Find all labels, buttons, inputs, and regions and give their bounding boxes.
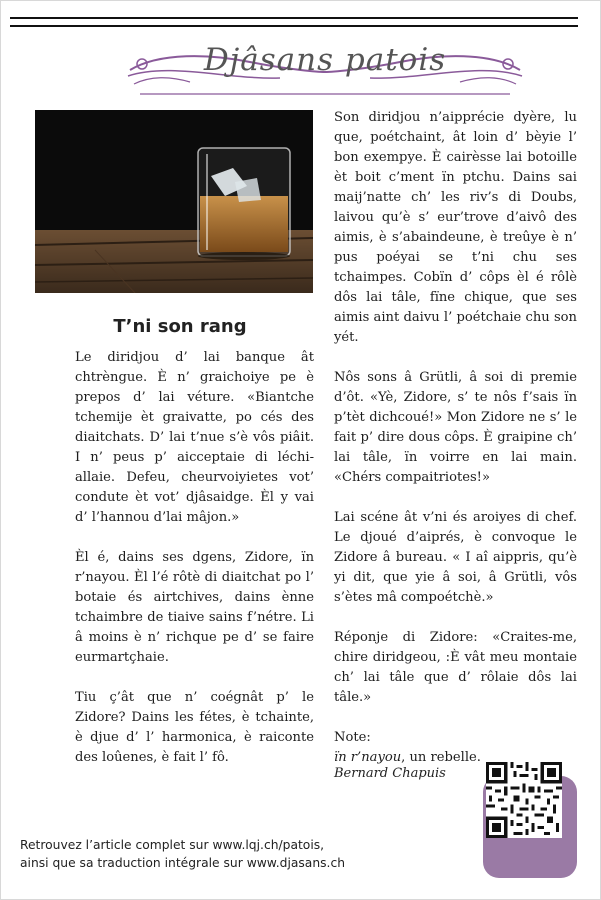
paragraph: Nôs sons â Grütli, â soi di premie d’ôt. «Yè, Zidore, s’ te nôs f’sais ïn p’tèt dichcoué!» Mon Zidore ne s’ le fait p’ dire dous côps. È graipine ch’ lai tâle, ïn voirre en lai main. «Chérs compaitriotes!» <box>334 370 577 485</box>
qr-code-block <box>483 762 577 878</box>
note-definition: , un rebelle. <box>401 750 481 765</box>
paragraph: Tiu ç’ât que n’ coégnât p’ le Zidore? Dains les fétes, è tchainte, è djue d’ l’ harmonica, è raiconte des loûenes, è fait l’ fô. <box>75 690 314 765</box>
footer-line-2: ainsi que sa traduction intégrale sur www.djasans.ch <box>20 856 346 870</box>
paragraph: Èl é, dains ses dgens, Zidore, ïn r’nayou. Èl l’é rôtè di diaitchat po l’ botaie és airtchives, dains ènne tchaimbre de tiaive sains f’nétre. Li â moins è n’ richque pe d’ se faire eurmartçhaie. <box>75 550 314 665</box>
paragraph: Son diridjou n’aipprécie dyère, lu que, poétchaint, ât loin d’ bèyie l’ bon exempye. È cairèsse lai botoille èt boit c’ment ïn ptchu. Dains sai maij’natte ch’ les riv’s di Doubs, laivou qu’è s’ eur’trove d’aivô des aimis, è s’abaindeune, è treûye è n’ pus poéyai se t’ni chu ses tchaimpes. Cobïn d’ côps èl é rôlè dôs lai tâle, fïne chique, que ses aimis aint daivu l’ poétchaie chu son yét. <box>334 110 577 345</box>
top-rule-second <box>10 25 578 27</box>
author-signature: Bernard Chapuis <box>334 766 446 781</box>
masthead <box>120 32 530 102</box>
note-label: Note: <box>334 730 371 745</box>
top-rule <box>10 17 578 19</box>
article-column-left <box>75 348 314 788</box>
paragraph: Le diridjou d’ lai banque ât chtrèngue. È n’ graichoiye pe è prepos d’ lai véture. «Biantche tchemije èt graivatte, po cés des diaitchats. D’ lai t’nue s’è vôs piâit. I n’ peus p’ aicceptaie di léchi-allaie. Defeu, cheurvoiyietes vot’ condute èt vot’ djâsaidge. Èl y vai d’ l’hannou d’lai mâjon.» <box>75 350 314 525</box>
whisky-glass-photo <box>35 110 313 293</box>
article-headline: T’ni son rang <box>113 316 247 337</box>
footer-line-1: Retrouvez l’article complet sur www.lqj.ch/patois, <box>20 838 325 852</box>
qr-code-icon[interactable] <box>486 762 562 838</box>
note-term: ïn r’nayou <box>334 750 402 765</box>
paragraph: Lai scéne ât v’ni és aroiyes di chef. Le djoué d’aiprés, è convoque le Zidore â bureau. « I aî aippris, qu’è yi dit, que yie â soi, â Grütli, vôs s’ètes mâ compoétchè.» <box>334 510 577 605</box>
paragraph: Réponje di Zidore: «Craites-me, chire diridgeou, :È vât meu montaie ch’ lai tâle que d’ rôlaie dôs lai tâle.» <box>334 630 577 705</box>
footer <box>20 836 460 872</box>
article-column-right <box>334 108 577 768</box>
masthead-title: Djâsans patois <box>203 42 447 78</box>
